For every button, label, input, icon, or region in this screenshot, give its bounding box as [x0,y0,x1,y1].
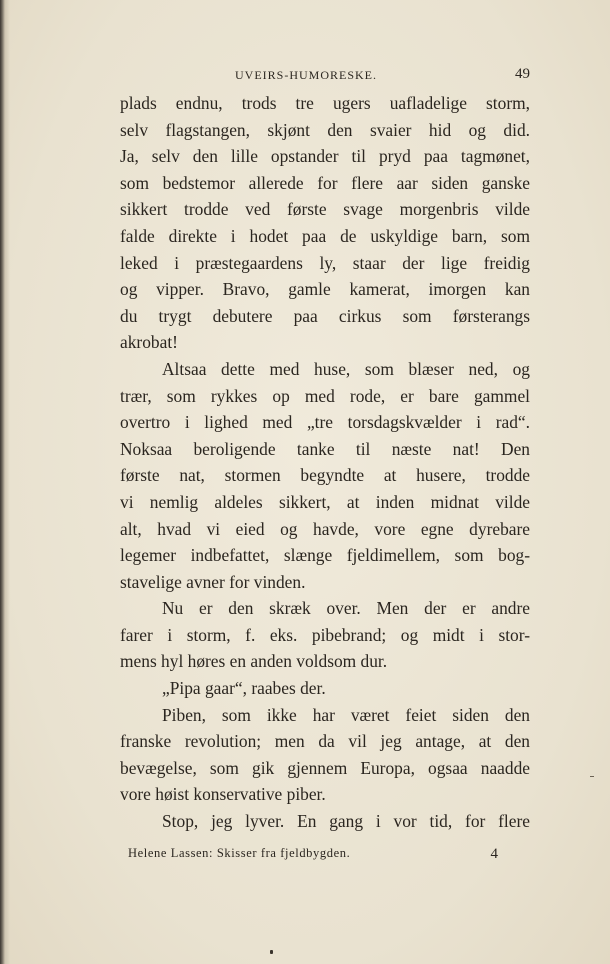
text-line: Altsaa dette med huse, som blæser ned, og [162,358,530,379]
running-head: UVEIRS-HUMORESKE. [235,68,378,82]
page-spine-edge [0,0,10,964]
text-line: „Pipa gaar“, raabes der. [162,678,326,699]
text-line: sikkert trodde ved første svage morgenbris vilde [120,199,530,220]
text-line: Stop, jeg lyver. En gang i vor tid, for flere [162,811,530,832]
text-line: mens hyl høres en anden voldsom dur. [120,651,388,672]
signature-line: Helene Lassen: Skisser fra fjeldbygden. [128,846,351,860]
text-line: stavelige avner for vinden. [120,571,306,592]
text-line: selv flagstangen, skjønt den svaier hid og did. [120,119,530,140]
margin-mark [590,776,594,777]
text-line: Piben, som ikke har været feiet siden den [162,704,530,725]
text-line: vore høist konservative piber. [120,784,326,805]
text-line: alt, hvad vi eied og havde, vore egne dyrebare [120,518,530,539]
text-line: leked i præstegaardens ly, staar der lige freidig [120,252,530,273]
text-line: og vipper. Bravo, gamle kamerat, imorgen kan [120,279,530,300]
page-number: 49 [515,66,530,82]
text-line: vi nemlig aldeles sikkert, at inden midnat vilde [120,491,530,512]
text-line: legemer indbefattet, slænge fjeldimellem, som bog- [120,545,530,566]
text-line: Nu er den skræk over. Men der er andre [162,598,530,619]
signature-number: 4 [490,846,498,862]
text-line: bevægelse, som gik gjennem Europa, ogsaa naadde [120,757,530,778]
text-line: overtro i lighed med „tre torsdagskvælder i rad“. [120,412,530,433]
text-line: farer i storm, f. eks. pibebrand; og midt i stor- [120,624,530,645]
body-text [120,90,530,835]
text-line: som bedstemor allerede for flere aar siden ganske [120,172,530,193]
text-line: falde direkte i hodet paa de uskyldige barn, som [120,225,530,246]
text-line: plads endnu, trods tre ugers uafladelige storm, [120,93,530,113]
ink-speck [270,950,273,954]
text-line: trær, som rykkes op med rode, er bare gammel [120,385,530,406]
text-line: franske revolution; men da vil jeg antage, at den [120,731,530,752]
text-line: Noksaa beroligende tanke til næste nat! Den [120,438,530,459]
page-header [120,64,530,88]
text-line: første nat, stormen begyndte at husere, trodde [120,465,530,486]
page-footer [128,846,498,868]
text-line: akrobat! [120,332,178,353]
text-line: Ja, selv den lille opstander til pryd paa tagmønet, [120,146,530,167]
text-line: du trygt debutere paa cirkus som førsterangs [120,305,530,326]
